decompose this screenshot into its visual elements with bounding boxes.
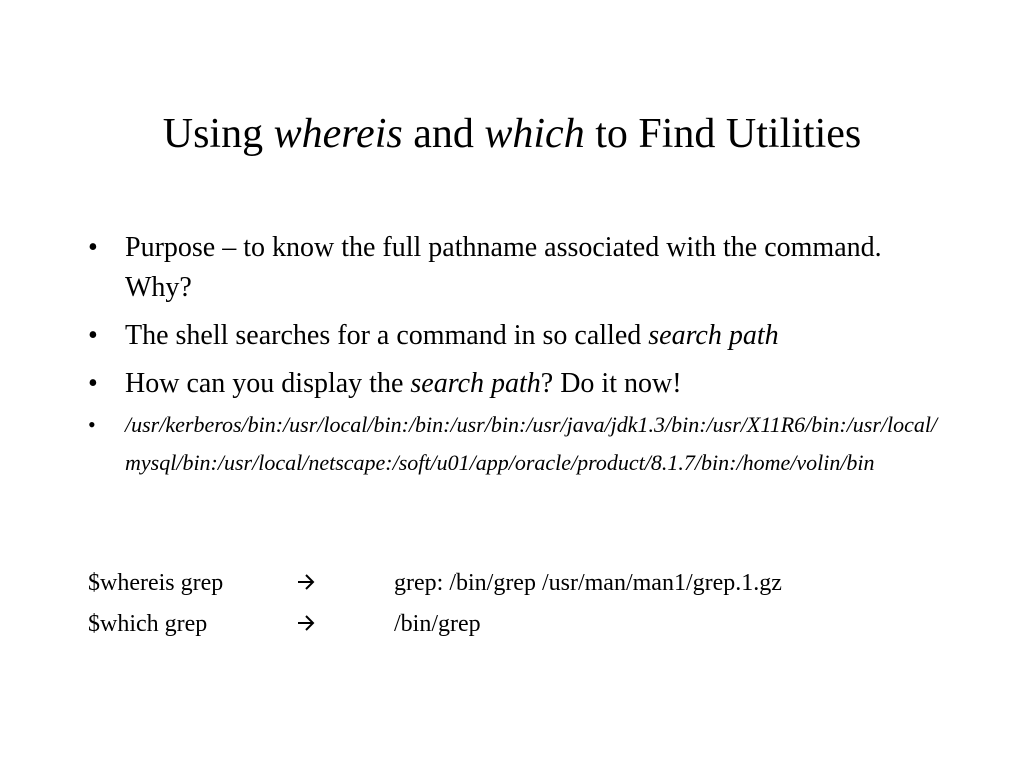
bullet-marker: • — [88, 412, 96, 437]
title-command-whereis: whereis — [273, 111, 403, 157]
example-result: /bin/grep — [394, 611, 481, 637]
bullet-text-after: ? Do it now! — [540, 368, 682, 399]
path-value-text: /usr/kerberos/bin:/usr/local/bin:/bin:/usr/bin:/usr/java/jdk1.3/bin:/usr/X11R6/bin:/usr/local/mysql/bin:/usr/local/netscape:/soft/u01/app/oracle/product/8.1.7/bin:/home/volin/bin — [125, 412, 938, 475]
slide-title — [0, 108, 1024, 160]
right-arrow-icon — [296, 568, 316, 592]
bullet-purpose — [88, 228, 948, 308]
title-part-3: to Find Utilities — [584, 111, 862, 157]
right-arrow-icon — [296, 609, 316, 633]
title-command-which: which — [484, 111, 585, 157]
bullet-italic-text: search path — [648, 320, 779, 351]
bullet-marker: • — [88, 368, 98, 399]
bullet-italic-text: search path — [410, 368, 541, 399]
bullet-marker: • — [88, 320, 98, 351]
bullet-search-path — [88, 316, 948, 356]
bullet-list — [88, 228, 948, 490]
example-result: grep: /bin/grep /usr/man/man1/grep.1.gz — [394, 570, 782, 596]
example-command: $which grep — [88, 611, 208, 637]
bullet-path-value — [88, 406, 948, 482]
title-part-1: Using — [162, 111, 274, 157]
bullet-text: The shell searches for a command in so called — [125, 320, 649, 351]
example-command: $whereis grep — [88, 570, 224, 596]
bullet-text: Purpose – to know the full pathname associated with the command. Why? — [125, 232, 882, 303]
bullet-text: How can you display the — [125, 368, 411, 399]
bullet-display-path — [88, 364, 948, 404]
bullet-marker: • — [88, 232, 98, 263]
title-part-2: and — [402, 111, 485, 157]
